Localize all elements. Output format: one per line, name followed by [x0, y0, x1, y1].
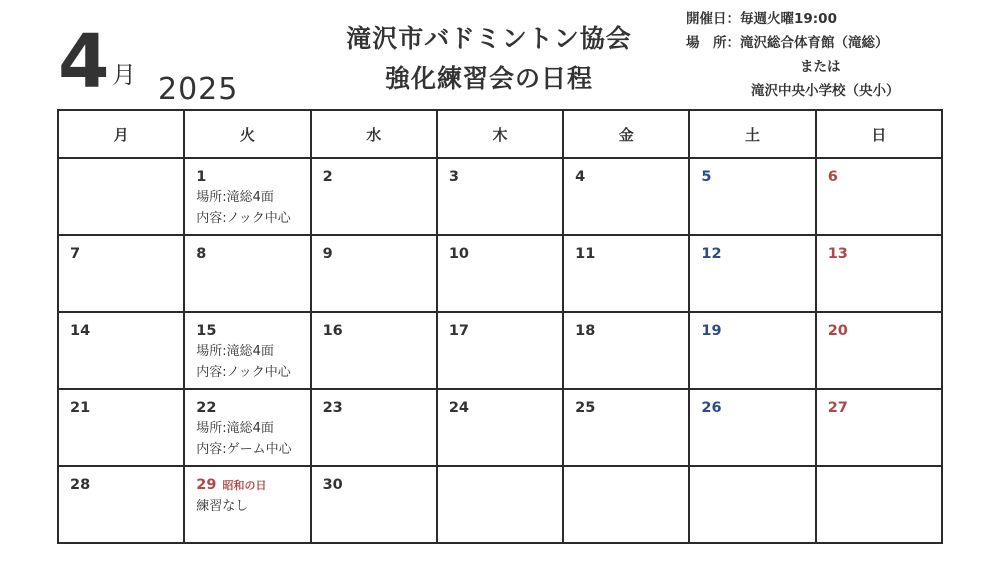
day-number-line	[449, 321, 562, 341]
day-number: 21	[70, 400, 91, 416]
weekday-mon: 月	[58, 110, 184, 158]
day-cell	[311, 235, 437, 312]
day-cell	[184, 389, 310, 466]
day-number-line	[575, 398, 688, 418]
day-cell-content	[59, 390, 183, 418]
day-cell	[689, 466, 815, 543]
day-cell-content	[564, 159, 688, 187]
day-cell-content	[564, 236, 688, 264]
day-cell	[689, 389, 815, 466]
month-unit: 月	[112, 61, 136, 89]
day-number-line	[70, 398, 183, 418]
month-number: 4	[58, 19, 110, 105]
day-cell	[816, 389, 942, 466]
day-number-line	[196, 398, 309, 418]
weekday-tue: 火	[184, 110, 310, 158]
day-cell-content	[312, 390, 436, 418]
day-number-line	[449, 167, 562, 187]
day-cell	[437, 235, 563, 312]
day-number: 30	[322, 477, 343, 493]
day-cell-content	[817, 313, 941, 341]
day-cell-content	[690, 159, 814, 187]
day-note: 内容:ノック中心	[196, 365, 291, 380]
week-row	[58, 312, 942, 389]
day-number: 12	[701, 246, 722, 262]
day-cell-content	[564, 467, 688, 475]
day-cell	[563, 158, 689, 235]
day-cell	[563, 466, 689, 543]
day-number-line	[196, 321, 309, 341]
day-cell-content	[185, 467, 309, 517]
day-cell-content	[312, 467, 436, 495]
year-label: 2025	[158, 72, 239, 107]
day-cell-content	[817, 159, 941, 187]
day-number-line	[701, 398, 814, 418]
day-cell-content	[438, 236, 562, 264]
info-or: または	[800, 59, 841, 75]
day-cell-content	[312, 313, 436, 341]
day-cell-content	[59, 159, 183, 167]
day-number: 19	[701, 323, 722, 339]
day-number-line	[449, 244, 562, 264]
day-cell-content	[185, 313, 309, 383]
day-note: 内容:ノック中心	[196, 211, 291, 226]
day-number: 24	[448, 400, 470, 416]
day-cell	[689, 312, 815, 389]
day-cell	[311, 158, 437, 235]
day-cell-content	[438, 390, 562, 418]
day-number-line	[575, 244, 688, 264]
day-number-line	[449, 398, 562, 418]
day-cell	[816, 158, 942, 235]
weekday-sat: 土	[689, 110, 815, 158]
week-row	[58, 389, 942, 466]
day-cell-content	[690, 467, 814, 475]
day-cell	[437, 312, 563, 389]
info-venue-alt: 滝沢中央小学校（央小）	[751, 83, 900, 99]
day-number: 20	[827, 323, 848, 339]
day-cell-content	[59, 313, 183, 341]
day-number-line	[70, 244, 183, 264]
week-row	[58, 235, 942, 312]
day-number: 29	[196, 477, 217, 493]
day-cell-content	[817, 390, 941, 418]
day-number-line	[196, 167, 309, 187]
day-number: 8	[196, 246, 207, 262]
day-cell	[563, 389, 689, 466]
day-cell	[311, 466, 437, 543]
day-number: 26	[701, 400, 722, 416]
day-cell	[184, 158, 310, 235]
day-cell-content	[185, 390, 309, 460]
day-number-line	[323, 398, 436, 418]
day-number: 7	[70, 246, 81, 262]
day-number-line	[701, 244, 814, 264]
day-number-line	[701, 321, 814, 341]
day-number: 13	[827, 246, 848, 262]
day-number-line	[828, 167, 941, 187]
day-number: 16	[322, 323, 343, 339]
day-cell-content	[59, 236, 183, 264]
day-cell	[689, 235, 815, 312]
day-number: 10	[448, 246, 470, 262]
day-note: 場所:滝総4面	[196, 190, 274, 205]
day-cell	[563, 235, 689, 312]
day-number-line	[323, 321, 436, 341]
day-cell-content	[59, 467, 183, 495]
day-number-line	[828, 321, 941, 341]
day-number-line	[323, 244, 436, 264]
day-cell-content	[564, 313, 688, 341]
day-cell	[58, 466, 184, 543]
day-note: 場所:滝総4面	[196, 344, 274, 359]
weekday-wed: 水	[311, 110, 437, 158]
day-number-line	[575, 167, 688, 187]
day-number: 27	[827, 400, 848, 416]
info-venue: 場 所：滝沢総合体育館（滝総）	[686, 35, 889, 51]
holiday-label: 昭和の日	[222, 479, 267, 492]
day-number-line	[828, 398, 941, 418]
day-number-line	[323, 475, 436, 495]
day-cell	[816, 312, 942, 389]
day-number: 1	[196, 169, 207, 185]
day-cell	[184, 466, 310, 543]
day-number-line	[323, 167, 436, 187]
day-cell	[58, 312, 184, 389]
day-cell	[816, 235, 942, 312]
day-number: 18	[575, 323, 596, 339]
day-cell	[816, 466, 942, 543]
day-cell	[563, 312, 689, 389]
day-number: 15	[196, 323, 217, 339]
day-number: 28	[70, 477, 91, 493]
day-cell-content	[438, 159, 562, 187]
weekday-sun: 日	[816, 110, 942, 158]
day-number-line	[196, 244, 309, 264]
day-number: 3	[448, 169, 459, 185]
day-cell	[437, 389, 563, 466]
day-cell-content	[817, 467, 941, 475]
day-cell	[689, 158, 815, 235]
info-schedule: 開催日：毎週火曜19:00	[686, 11, 837, 27]
day-cell-content	[690, 313, 814, 341]
day-number: 14	[70, 323, 91, 339]
calendar-table	[57, 109, 943, 544]
week-row	[58, 466, 942, 543]
day-note: 練習なし	[196, 499, 249, 514]
day-cell-content	[690, 236, 814, 264]
day-number: 11	[575, 246, 596, 262]
day-cell-content	[185, 236, 309, 264]
day-cell	[437, 466, 563, 543]
day-number: 22	[196, 400, 217, 416]
day-number-line	[196, 475, 309, 496]
day-cell-content	[185, 159, 309, 229]
day-number-line	[828, 244, 941, 264]
day-cell	[184, 312, 310, 389]
day-cell	[437, 158, 563, 235]
weekday-fri: 金	[563, 110, 689, 158]
day-number: 2	[322, 169, 333, 185]
week-row	[58, 158, 942, 235]
page-subtitle: 強化練習会の日程	[384, 64, 593, 93]
day-number: 23	[322, 400, 343, 416]
weekday-header-row	[58, 110, 942, 158]
day-number-line	[575, 321, 688, 341]
day-cell	[58, 235, 184, 312]
day-cell-content	[312, 159, 436, 187]
day-cell	[58, 158, 184, 235]
day-number: 25	[575, 400, 596, 416]
day-number: 5	[701, 169, 712, 185]
page-title: 滝沢市バドミントン協会	[346, 24, 632, 53]
day-cell-content	[690, 390, 814, 418]
weekday-thu: 木	[437, 110, 563, 158]
day-note: 内容:ゲーム中心	[196, 442, 292, 457]
day-number-line	[701, 167, 814, 187]
day-cell-content	[312, 236, 436, 264]
day-number: 6	[827, 169, 838, 185]
day-cell	[311, 312, 437, 389]
day-number-line	[70, 321, 183, 341]
day-number: 17	[448, 323, 470, 339]
day-cell-content	[564, 390, 688, 418]
day-number: 4	[575, 169, 586, 185]
day-cell-content	[817, 236, 941, 264]
day-note: 場所:滝総4面	[196, 421, 274, 436]
day-cell	[184, 235, 310, 312]
day-number-line	[70, 475, 183, 495]
day-cell-content	[438, 313, 562, 341]
day-number: 9	[322, 246, 333, 262]
day-cell-content	[438, 467, 562, 475]
day-cell	[311, 389, 437, 466]
day-cell	[58, 389, 184, 466]
